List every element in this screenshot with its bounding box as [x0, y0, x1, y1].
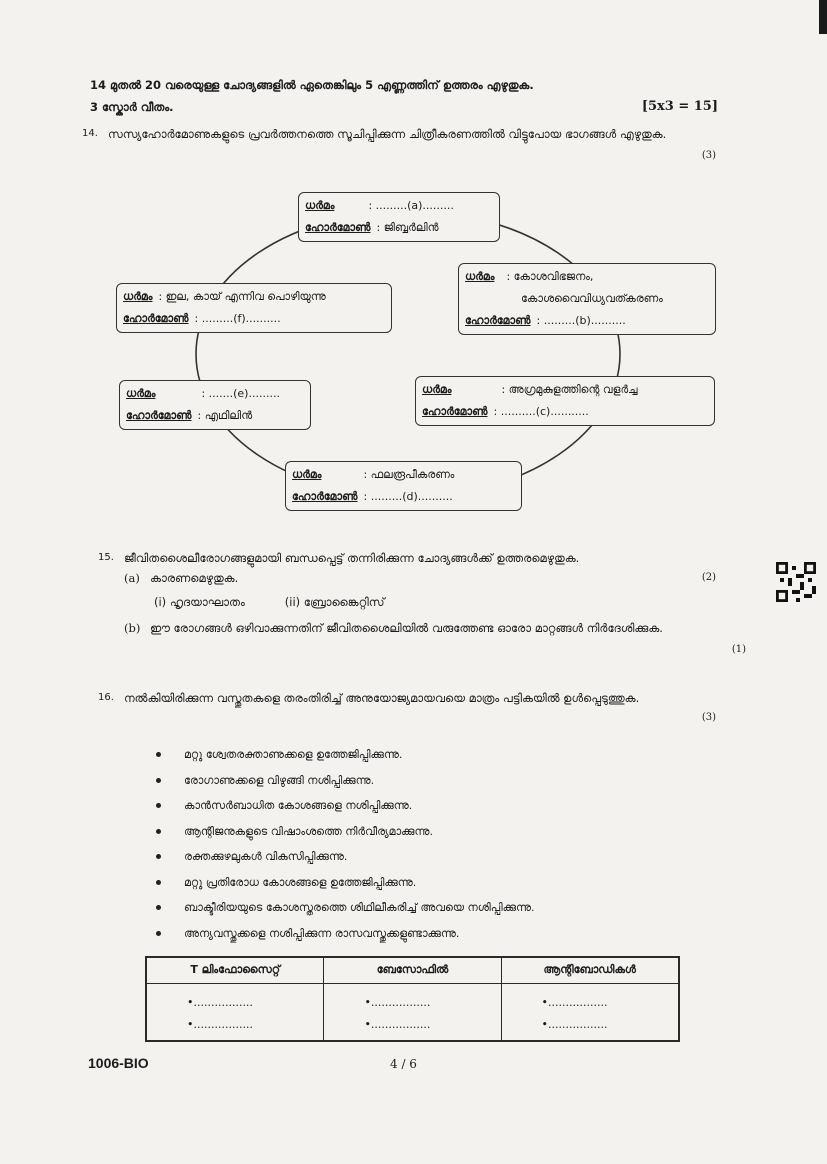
hormone-label: ഹോർമോൺ — [422, 405, 488, 418]
hormone-label: ഹോർമോൺ — [292, 490, 358, 503]
hormone-box-c — [415, 376, 715, 426]
hormone-label: ഹോർമോൺ — [305, 221, 371, 234]
question-number: 15. — [98, 552, 114, 563]
paper-code: 1006-BIO — [88, 1055, 149, 1071]
question-number: 14. — [82, 128, 98, 139]
answer-blank: •................. — [364, 1017, 431, 1031]
subquestion-a-options — [154, 592, 716, 612]
hormone-box-d — [285, 461, 522, 511]
answer-cell — [501, 983, 679, 1041]
hormone-value: : ജിബ്ബർലിൻ — [376, 221, 439, 234]
answer-blank: •................. — [187, 995, 253, 1009]
hormone-box-e — [119, 380, 311, 430]
question-text: നൽകിയിരിക്കുന്ന വസ്തുതകളെ തരംതിരിച്ച് അനുയോജ്യമായവയെ മാത്രം പട്ടികയിൽ ഉൾപ്പെടുത്തുക. — [124, 691, 640, 705]
hormone-label: ഹോർമോൺ — [123, 312, 189, 325]
function-value: : അഗ്രമുകുളത്തിന്റെ വളർച്ച — [501, 383, 638, 396]
question-16 — [98, 688, 716, 723]
hormone-box-b — [458, 263, 716, 335]
option-ii: (ii) ബ്രോങ്കൈറ്റിസ് — [284, 595, 385, 609]
table-header: ബേസോഫിൽ — [324, 957, 501, 983]
function-value: : .........(a)......... — [368, 199, 454, 212]
answer-blank: •................. — [541, 995, 608, 1009]
list-item: ആന്റിജനുകളുടെ വിഷാംശത്തെ നിർവീര്യമാക്കുന്നു. — [156, 819, 716, 845]
subquestion-b — [124, 618, 746, 655]
function-value: : കോശവിഭജനം, — [506, 270, 594, 283]
list-item: കാൻസർബാധിത കോശങ്ങളെ നശിപ്പിക്കുന്നു. — [156, 793, 716, 819]
hormone-value: : .........(b).......... — [536, 314, 626, 327]
page-number: 4 / 6 — [390, 1057, 417, 1071]
subquestion-marks: (1) — [731, 644, 746, 655]
question-marks: (3) — [701, 712, 716, 723]
hormone-value: : .........(f).......... — [194, 312, 281, 325]
option-i: (i) ഹൃദയാഘാതം — [154, 595, 245, 609]
list-item: അന്യവസ്തുക്കളെ നശിപ്പിക്കുന്ന രാസവസ്തുക്കളുണ്ടാക്കുന്നു. — [156, 921, 716, 947]
question-marks: (3) — [701, 150, 716, 161]
cycle-ring — [196, 211, 620, 497]
answer-blank: •................. — [364, 995, 431, 1009]
subquestion-text: ഈ രോഗങ്ങൾ ഒഴിവാക്കുന്നതിന് ജീവിതശൈലിയിൽ വരുത്തേണ്ട ഓരോ മാറ്റങ്ങൾ നിർദേശിക്കുക. — [150, 621, 663, 635]
list-item: ബാക്ടീരിയയുടെ കോശസ്തരത്തെ ശിഥിലീകരിച്ച് അവയെ നശിപ്പിക്കുന്നു. — [156, 895, 716, 921]
hormone-box-f — [116, 283, 392, 333]
table-header: T ലിംഫോസൈറ്റ് — [146, 957, 324, 983]
function-value-cont: കോശവൈവിധ്യവത്കരണം — [521, 292, 663, 305]
subquestion-label: (b) — [124, 621, 141, 635]
instruction-line-1: 14 മുതൽ 20 വരെയുള്ള ചോദ്യങ്ങളിൽ ഏതെങ്കിലും 5 എണ്ണത്തിന് ഉത്തരം എഴുതുക. — [90, 78, 534, 92]
subquestion-a — [124, 568, 716, 588]
function-label: ധർമം — [422, 383, 452, 396]
classification-table — [145, 956, 680, 1042]
list-item: മറ്റു പ്രതിരോധ കോശങ്ങളെ ഉത്തേജിപ്പിക്കുന്നു. — [156, 870, 716, 896]
subquestion-label: (a) — [124, 571, 140, 585]
function-label: ധർമം — [292, 468, 322, 481]
answer-blank: •................. — [541, 1017, 608, 1031]
facts-list — [156, 742, 716, 946]
instruction-line-2: 3 സ്കോർ വീതം. — [90, 100, 174, 114]
answer-cell — [146, 983, 324, 1041]
subquestion-text: കാരണമെഴുതുക. — [150, 571, 239, 585]
question-number: 16. — [98, 692, 114, 703]
function-label: ധർമം — [123, 290, 153, 303]
hormone-value: : .........(d).......... — [363, 490, 453, 503]
subquestion-marks: (2) — [701, 572, 716, 583]
section-instructions — [90, 74, 718, 118]
answer-blank: •................. — [187, 1017, 253, 1031]
function-value: : ഫലരൂപീകരണം — [363, 468, 455, 481]
question-14 — [82, 124, 716, 168]
list-item: രക്തക്കുഴലുകൾ വികസിപ്പിക്കുന്നു. — [156, 844, 716, 870]
qr-code — [776, 562, 816, 602]
function-value: : .......(e)......... — [201, 387, 280, 400]
hormone-value: : ..........(c)........... — [493, 405, 589, 418]
function-value: : ഇല, കായ് എന്നിവ പൊഴിയുന്നു — [158, 290, 326, 303]
table-header: ആന്റിബോഡികൾ — [501, 957, 679, 983]
hormone-label: ഹോർമോൺ — [126, 409, 192, 422]
hormone-value: : എഥിലിൻ — [197, 409, 253, 422]
hormone-box-a — [298, 192, 500, 242]
list-item: രോഗാണുക്കളെ വിഴുങ്ങി നശിപ്പിക്കുന്നു. — [156, 768, 716, 794]
section-total-marks: [5x3 = 15] — [641, 99, 718, 114]
function-label: ധർമം — [126, 387, 156, 400]
hormone-label: ഹോർമോൺ — [465, 314, 531, 327]
function-label: ധർമം — [465, 270, 495, 283]
question-text: ജീവിതശൈലീരോഗങ്ങളുമായി ബന്ധപ്പെട്ട് തന്നിരിക്കുന്ന ചോദ്യങ്ങൾക്ക് ഉത്തരമെഴുതുക. — [124, 551, 580, 565]
page-edge-mark — [819, 0, 827, 34]
question-text: സസ്യഹോർമോണുകളുടെ പ്രവർത്തനത്തെ സൂചിപ്പിക്കുന്ന ചിത്രീകരണത്തിൽ വിട്ടുപോയ ഭാഗങ്ങൾ എഴുതുക. — [108, 127, 667, 141]
answer-cell — [324, 983, 501, 1041]
function-label: ധർമം — [305, 199, 335, 212]
list-item: മറ്റു ശ്വേതരക്താണുക്കളെ ഉത്തേജിപ്പിക്കുന്നു. — [156, 742, 716, 768]
question-15 — [98, 548, 746, 655]
